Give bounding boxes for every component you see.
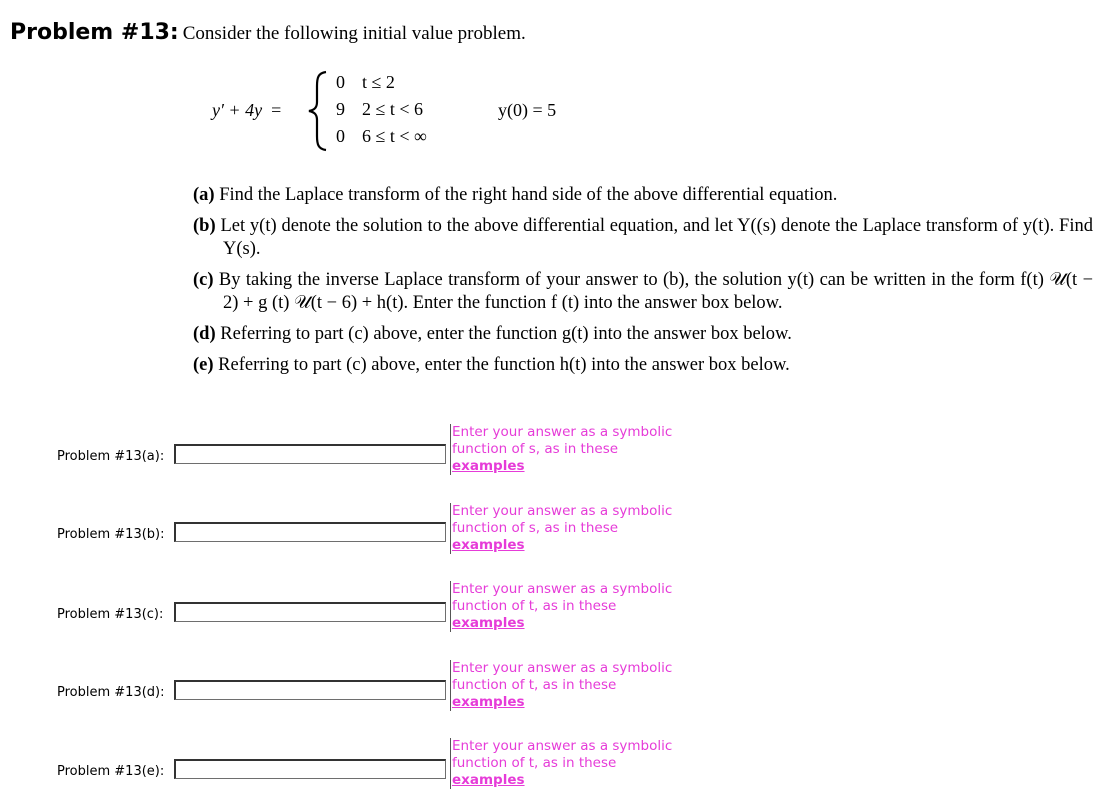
answer-input-d[interactable] (174, 680, 446, 700)
answer-hint: Enter your answer as a symbolic function of t, as in these examples (452, 581, 673, 631)
examples-link[interactable]: examples (452, 615, 525, 631)
examples-link[interactable]: examples (452, 694, 525, 710)
part-b: (b) Let y(t) denote the solution to the above differential equation, and let Y((s) denote the Laplace transform of y(t). Find Y(s). (193, 216, 1093, 259)
part-a: (a) Find the Laplace transform of the right hand side of the above differential equation. (193, 185, 838, 205)
answer-row-c (0, 581, 1105, 641)
case-condition: 6 ≤ t < ∞ (362, 126, 427, 146)
answer-label: Problem #13(d): (57, 685, 165, 700)
answer-hint: Enter your answer as a symbolic function of s, as in these examples (452, 503, 673, 553)
answer-hint: Enter your answer as a symbolic function of t, as in these examples (452, 660, 673, 710)
case-value: 9 (336, 99, 345, 119)
answer-row-e (0, 738, 1105, 798)
piecewise-equation (0, 70, 700, 160)
answer-input-a[interactable] (174, 444, 446, 464)
problem-label: Problem #13: (10, 20, 179, 45)
answer-hint: Enter your answer as a symbolic function of t, as in these examples (452, 738, 673, 788)
answer-label: Problem #13(a): (57, 449, 165, 464)
answer-row-a (0, 424, 1105, 484)
case-condition: 2 ≤ t < 6 (362, 99, 424, 119)
answer-row-b (0, 503, 1105, 563)
examples-link[interactable]: examples (452, 537, 525, 553)
case-row (336, 126, 427, 147)
initial-condition: y(0) = 5 (498, 100, 557, 120)
left-brace-icon (306, 70, 330, 152)
case-value: 0 (336, 72, 345, 92)
part-c: (c) By taking the inverse Laplace transform of your answer to (b), the solution y(t) can be written in the form f(t) 𝒰(t − 2) + g (t) 𝒰(t − 6) + h(t). Enter the function f (t) into the answer box below. (193, 270, 1093, 313)
answer-label: Problem #13(b): (57, 527, 165, 542)
answer-label: Problem #13(e): (57, 764, 165, 779)
problem-intro: Consider the following initial value problem. (182, 23, 526, 44)
part-d: (d) Referring to part (c) above, enter the function g(t) into the answer box below. (193, 324, 792, 344)
part-e: (e) Referring to part (c) above, enter the function h(t) into the answer box below. (193, 355, 790, 375)
examples-link[interactable]: examples (452, 458, 525, 474)
answer-label: Problem #13(c): (57, 607, 164, 622)
problem-header (10, 20, 526, 45)
answer-input-c[interactable] (174, 602, 446, 622)
case-row (336, 72, 395, 93)
problem-parts (193, 184, 1093, 385)
examples-link[interactable]: examples (452, 772, 525, 788)
answer-row-d (0, 660, 1105, 720)
case-value: 0 (336, 126, 345, 146)
answer-hint: Enter your answer as a symbolic function of s, as in these examples (452, 424, 673, 474)
case-condition: t ≤ 2 (362, 72, 395, 92)
answer-input-e[interactable] (174, 759, 446, 779)
case-row (336, 99, 423, 120)
equation-lhs: y′ + 4y = (212, 100, 282, 120)
answer-input-b[interactable] (174, 522, 446, 542)
